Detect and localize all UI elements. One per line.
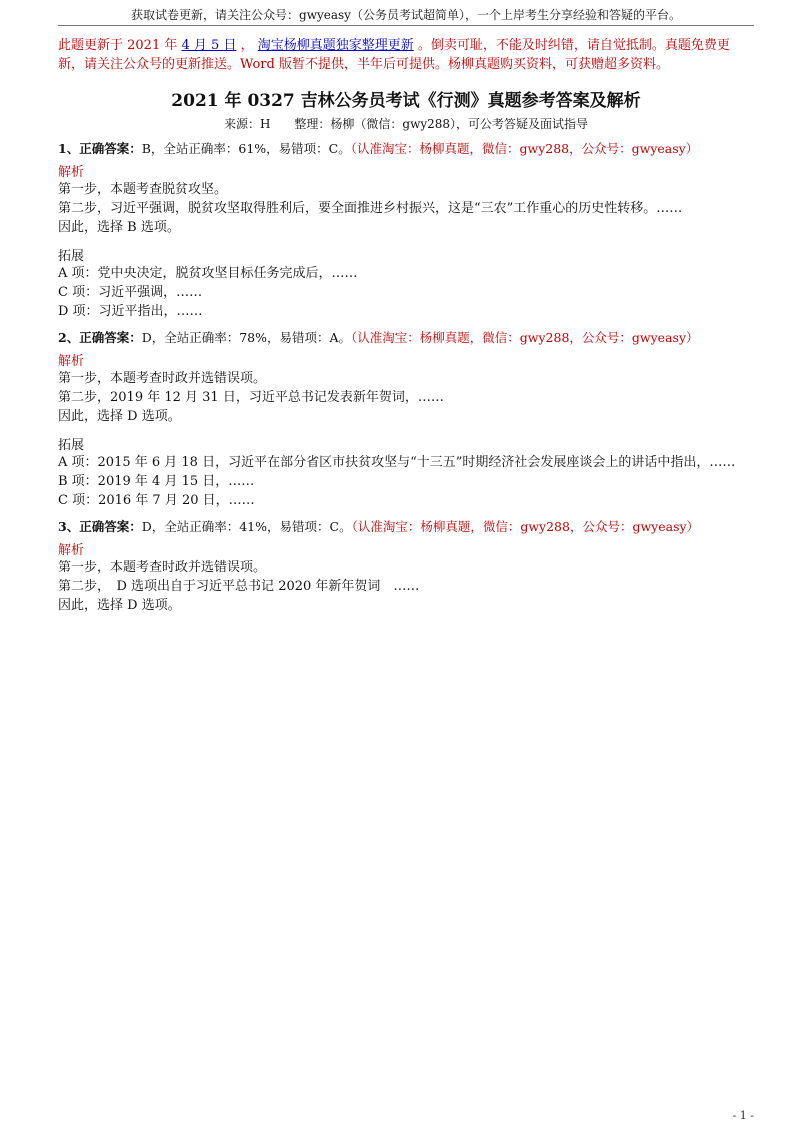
analysis-conclusion: 因此，选择 B 选项。: [58, 220, 180, 235]
question-header: [58, 328, 754, 346]
notice-text-a: 此题更新于 2021 年: [58, 38, 178, 53]
option-d-note: D 项：习近平指出，……: [58, 304, 203, 319]
update-notice: [58, 36, 754, 74]
analysis-step-2: 第二步，习近平强调，脱贫攻坚取得胜利后，要全面推进乡村振兴，这是“三农”工作重心的历史性转移。……: [58, 201, 683, 216]
notice-date-link[interactable]: 4 月 5 日: [181, 38, 237, 53]
option-a-note: A 项：2015 年 6 月 18 日，习近平在部分省区市扶贫攻坚与“十三五”时期经济社会发展座谈会上的讲话中指出，……: [58, 455, 736, 470]
option-a-note: A 项：党中央决定，脱贫攻坚目标任务完成后，……: [58, 266, 358, 281]
notice-source-link[interactable]: 淘宝杨柳真题独家整理更新: [257, 38, 414, 53]
analysis-step-1: 第一步，本题考查时政并选错误项。: [58, 560, 267, 575]
analysis-step-2: 第二步， D 选项出自于习近平总书记 2020 年新年贺词 ……: [58, 579, 420, 594]
question-3: [58, 517, 754, 615]
question-header: [58, 139, 754, 157]
source-hint: （认准淘宝：杨柳真题，微信：gwy288，公众号：gwyeasy）: [350, 141, 699, 156]
question-header: [58, 517, 754, 535]
question-2: [58, 328, 754, 510]
question-number: 1、正确答案：: [58, 141, 142, 156]
option-c-note: C 项：2016 年 7 月 20 日，……: [58, 493, 255, 508]
option-b-note: B 项：2019 年 4 月 15 日，……: [58, 474, 255, 489]
document-title: 2021 年 0327 吉林公务员考试《行测》真题参考答案及解析: [171, 91, 641, 111]
option-c-note: C 项：习近平强调，……: [58, 285, 203, 300]
analysis-step-1: 第一步，本题考查时政并选错误项。: [58, 371, 267, 386]
analysis-conclusion: 因此，选择 D 选项。: [58, 598, 181, 613]
analysis-label: 解析: [58, 165, 85, 180]
question-1: [58, 139, 754, 321]
notice-text-c: 。倒卖可耻，不能及时纠错，请自觉抵制。真题免费更新，请关注公众号的更新推送。Word 版暂不提供，半年后可提供。杨柳真题购买资料，可获赠超多资料。: [58, 38, 730, 72]
document-meta: 来源：H 整理：杨柳（微信：gwy288），可公考答疑及面试指导: [223, 117, 589, 131]
source-hint: （认准淘宝：杨柳真题，微信：gwy288，公众号：gwyeasy）: [351, 519, 700, 534]
question-info: D，全站正确率：78%，易错项：A。: [141, 330, 352, 345]
analysis-conclusion: 因此，选择 D 选项。: [58, 409, 181, 424]
question-number: 2、正确答案：: [58, 330, 142, 345]
analysis-label: 解析: [58, 354, 85, 369]
question-info: B，全站正确率：61%，易错项：C。: [141, 141, 351, 156]
extension-label: 拓展: [58, 249, 85, 264]
question-info: D，全站正确率：41%，易错项：C。: [141, 519, 352, 534]
analysis-step-2: 第二步，2019 年 12 月 31 日，习近平总书记发表新年贺词，……: [58, 390, 444, 405]
header-note: 获取试卷更新，请关注公众号：gwyeasy（公务员考试超简单），一个上岸考生分享经验和答疑的平台。: [58, 6, 754, 26]
notice-text-b: ，: [240, 38, 254, 53]
page-number: - 1 -: [732, 1109, 754, 1122]
extension-label: 拓展: [58, 438, 85, 453]
analysis-step-1: 第一步，本题考查脱贫攻坚。: [58, 182, 228, 197]
source-hint: （认准淘宝：杨柳真题，微信：gwy288，公众号：gwyeasy）: [351, 330, 699, 345]
question-number: 3、正确答案：: [58, 519, 142, 534]
analysis-label: 解析: [58, 543, 85, 558]
